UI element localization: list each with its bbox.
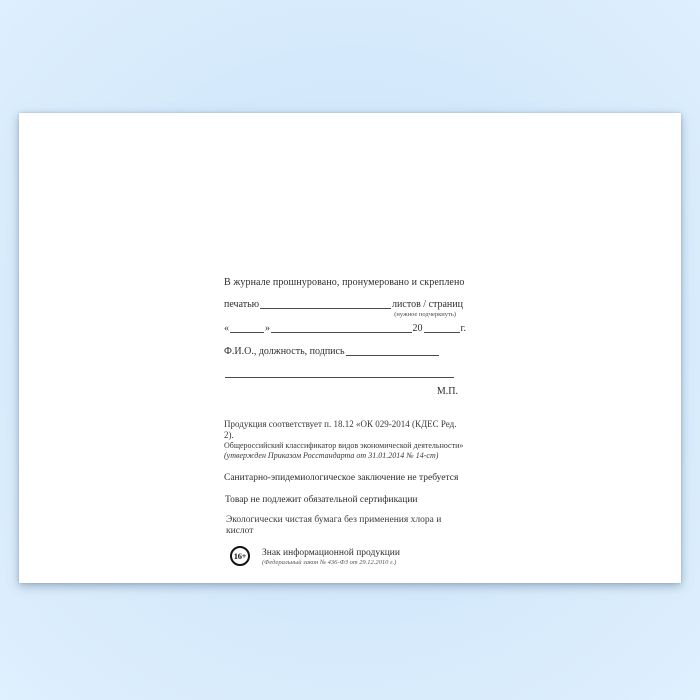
compliance-line-1: Продукция соответствует п. 18.12 «ОК 029-2014 (КДЕС Ред. 2). [224, 419, 457, 440]
compliance-line-3: (утвержден Приказом Росстандарта от 31.01.2014 № 14-ст) [224, 451, 439, 460]
federal-law-note: (Федеральный закон № 436-ФЗ от 29.12.2010 г.) [262, 559, 397, 566]
underline-instruction-note: (нужное подчеркнуть) [394, 311, 456, 318]
compliance-paragraph [224, 419, 466, 461]
open-quote: « [224, 323, 229, 334]
close-quote: » [265, 323, 270, 334]
compliance-line-2: Общероссийский классификатор видов экономической деятельности» [224, 441, 464, 450]
certification-note: Товар не подлежит обязательной сертификации [225, 495, 418, 505]
seal-row [224, 299, 466, 311]
day-blank-line [230, 331, 264, 333]
stitching-statement: В журнале прошнуровано, пронумеровано и скреплено [224, 277, 465, 288]
sheets-pages-label: листов / страниц [392, 299, 463, 310]
full-width-blank-line [225, 376, 454, 378]
eco-paper-note: Экологически чистая бумага без применения хлора и кислот [226, 515, 442, 536]
age-mark-texts [262, 546, 400, 567]
age-16plus-badge-icon: 16+ [230, 546, 250, 566]
sanitary-note: Санитарно-эпидемиологическое заключение не требуется [224, 473, 459, 483]
age-mark-row [224, 546, 466, 567]
signature-row [224, 346, 466, 358]
year-suffix-label: г. [460, 323, 466, 334]
extra-blank-row [224, 368, 466, 380]
information-product-label: Знак информационной продукции [262, 548, 400, 558]
month-blank-line [271, 331, 412, 333]
seal-count-blank-line [260, 307, 391, 309]
journal-back-page [19, 113, 681, 583]
certification-content-block [224, 277, 466, 567]
signature-blank-line [346, 354, 439, 356]
year-blank-line [424, 331, 460, 333]
date-row [224, 323, 466, 335]
stamp-place-abbr: М.П. [436, 386, 458, 397]
signature-label: Ф.И.О., должность, подпись [224, 346, 345, 357]
seal-prefix-label: печатью [224, 299, 260, 310]
year-prefix-label: 20 [412, 323, 423, 334]
